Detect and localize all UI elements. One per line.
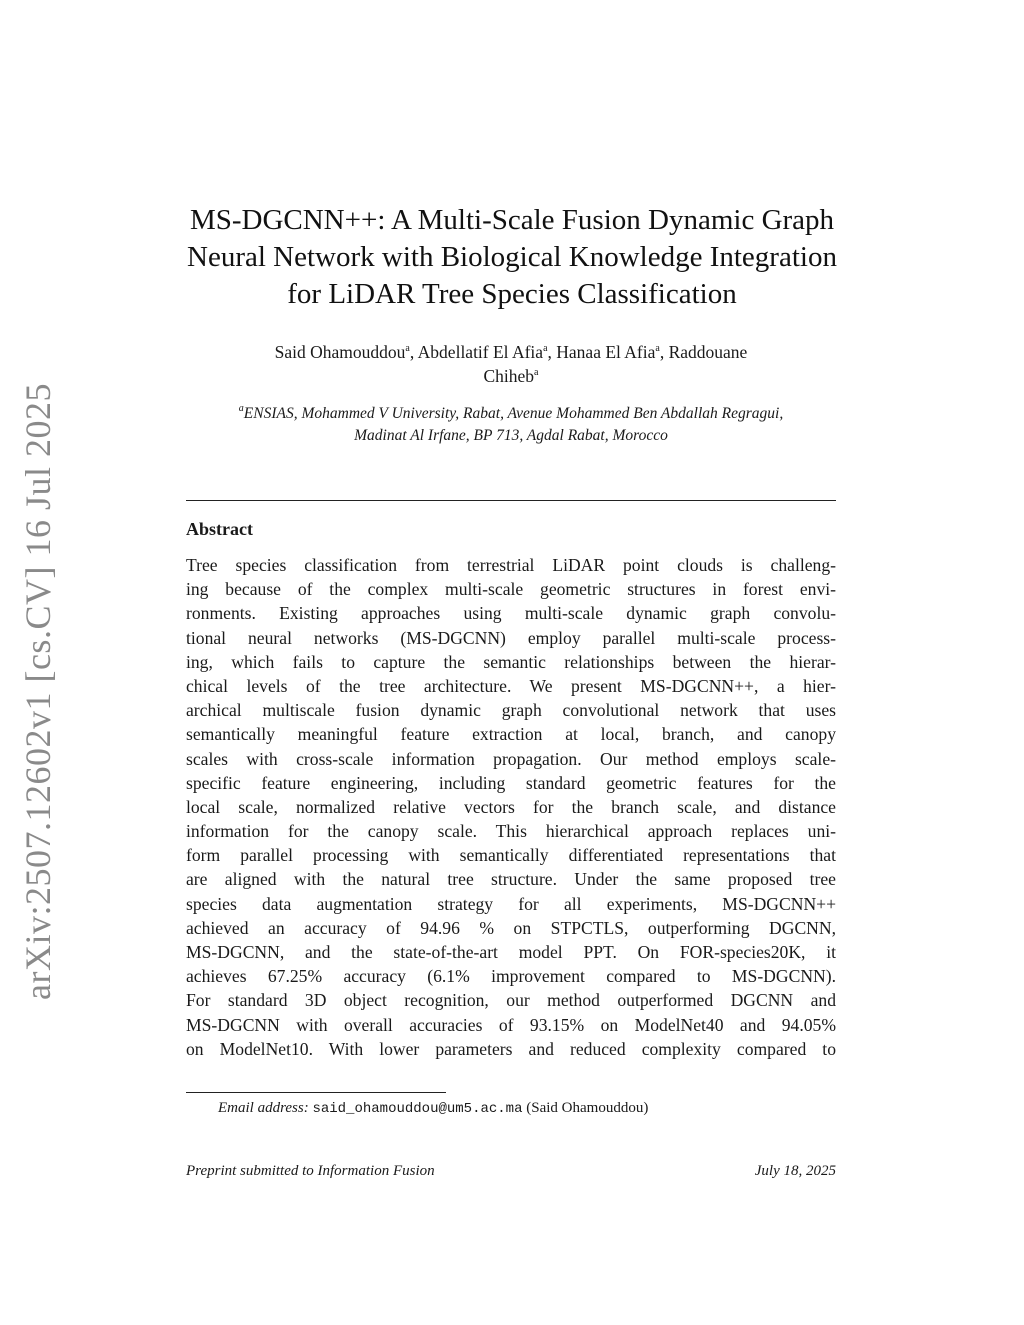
abstract-line: MS-DGCNN with overall accuracies of 93.15% on ModelNet40 and 94.05% (186, 1014, 836, 1035)
email-owner: (Said Ohamouddou) (526, 1100, 649, 1116)
author-separator: , (659, 342, 669, 362)
author-affiliation-mark: a (543, 343, 548, 354)
abstract-line: semantically meaningful feature extraction at local, branch, and canopy (186, 724, 836, 745)
paper-title (170, 202, 854, 313)
abstract-line: For standard 3D object recognition, our method outperformed DGCNN and (186, 990, 836, 1011)
abstract-line: form parallel processing with semantically differentiated representations that (186, 845, 836, 866)
author-affiliation-mark: a (405, 343, 410, 354)
author-name: Said Ohamouddou (274, 342, 406, 362)
email-footnote (218, 1097, 648, 1120)
affiliation-line (186, 403, 836, 425)
abstract-line: scales with cross-scale information propagation. Our method employs scale- (186, 748, 836, 769)
email-label: Email address: (218, 1100, 309, 1116)
author-line (186, 364, 836, 388)
author-name: Abdellatif El Afia (417, 342, 544, 362)
abstract-line: species data augmentation strategy for all experiments, MS-DGCNN++ (186, 893, 836, 914)
abstract-line: archical multiscale fusion dynamic graph convolutional network that uses (186, 700, 836, 721)
author-affiliation-mark: a (655, 343, 660, 354)
abstract-line: local scale, normalized relative vectors for the branch scale, and distance (186, 796, 836, 817)
abstract-line: chical levels of the tree architecture. We present MS-DGCNN++, a hier- (186, 675, 836, 696)
email-address-link[interactable]: said_ohamouddou@um5.ac.ma (312, 1101, 523, 1117)
author-separator: , (409, 342, 418, 362)
arxiv-identifier-stamp: arXiv:2507.12602v1 [cs.CV] 16 Jul 2025 (18, 383, 58, 1000)
author-separator: , (547, 342, 557, 362)
abstract-line: ing, which fails to capture the semantic relationships between the hierar- (186, 651, 836, 672)
footer-date: July 18, 2025 (754, 1163, 836, 1179)
abstract-line: specific feature engineering, including standard geometric features for the (186, 772, 836, 793)
affiliation-mark: a (238, 403, 244, 414)
footnote-divider (186, 1092, 446, 1093)
author-affiliation-mark: a (534, 367, 539, 378)
affiliation-text: ENSIAS, Mohammed V University, Rabat, Avenue Mohammed Ben Abdallah Regragui, (243, 405, 784, 422)
title-line: MS-DGCNN++: A Multi-Scale Fusion Dynamic Graph (189, 204, 835, 236)
abstract-heading: Abstract (186, 519, 253, 539)
title-line: for LiDAR Tree Species Classification (287, 278, 737, 310)
affiliation-line: Madinat Al Irfane, BP 713, Agdal Rabat, Morocco (354, 427, 668, 444)
header-divider (186, 500, 836, 501)
abstract-line: ing because of the complex multi-scale geometric structures in forest envi- (186, 579, 836, 600)
abstract-line: are aligned with the natural tree structure. Under the same proposed tree (186, 869, 836, 890)
affiliation (186, 403, 836, 447)
abstract-line: achieved an accuracy of 94.96 % on STPCTLS, outperforming DGCNN, (186, 917, 836, 938)
author-name: Raddouane (668, 342, 748, 362)
author-line (186, 340, 836, 364)
abstract-line: Tree species classification from terrestrial LiDAR point clouds is challeng- (186, 555, 836, 575)
abstract-line: MS-DGCNN, and the state-of-the-art model PPT. On FOR-species20K, it (186, 942, 836, 962)
author-name: Chiheb (483, 366, 535, 386)
abstract-line: information for the canopy scale. This hierarchical approach replaces uni- (186, 821, 836, 842)
title-line: Neural Network with Biological Knowledge Integration (187, 241, 837, 273)
author-list (186, 340, 836, 388)
abstract-line: ronments. Existing approaches using multi-scale dynamic graph convolu- (186, 603, 836, 624)
abstract-line: achieves 67.25% accuracy (6.1% improvement compared to MS-DGCNN). (186, 966, 836, 987)
abstract-body (186, 553, 836, 1061)
preprint-note: Preprint submitted to Information Fusion (186, 1163, 435, 1179)
abstract-line: on ModelNet10. With lower parameters and reduced complexity compared to (186, 1038, 836, 1059)
abstract-line: tional neural networks (MS-DGCNN) employ parallel multi-scale process- (186, 627, 836, 648)
author-name: Hanaa El Afia (556, 342, 656, 362)
